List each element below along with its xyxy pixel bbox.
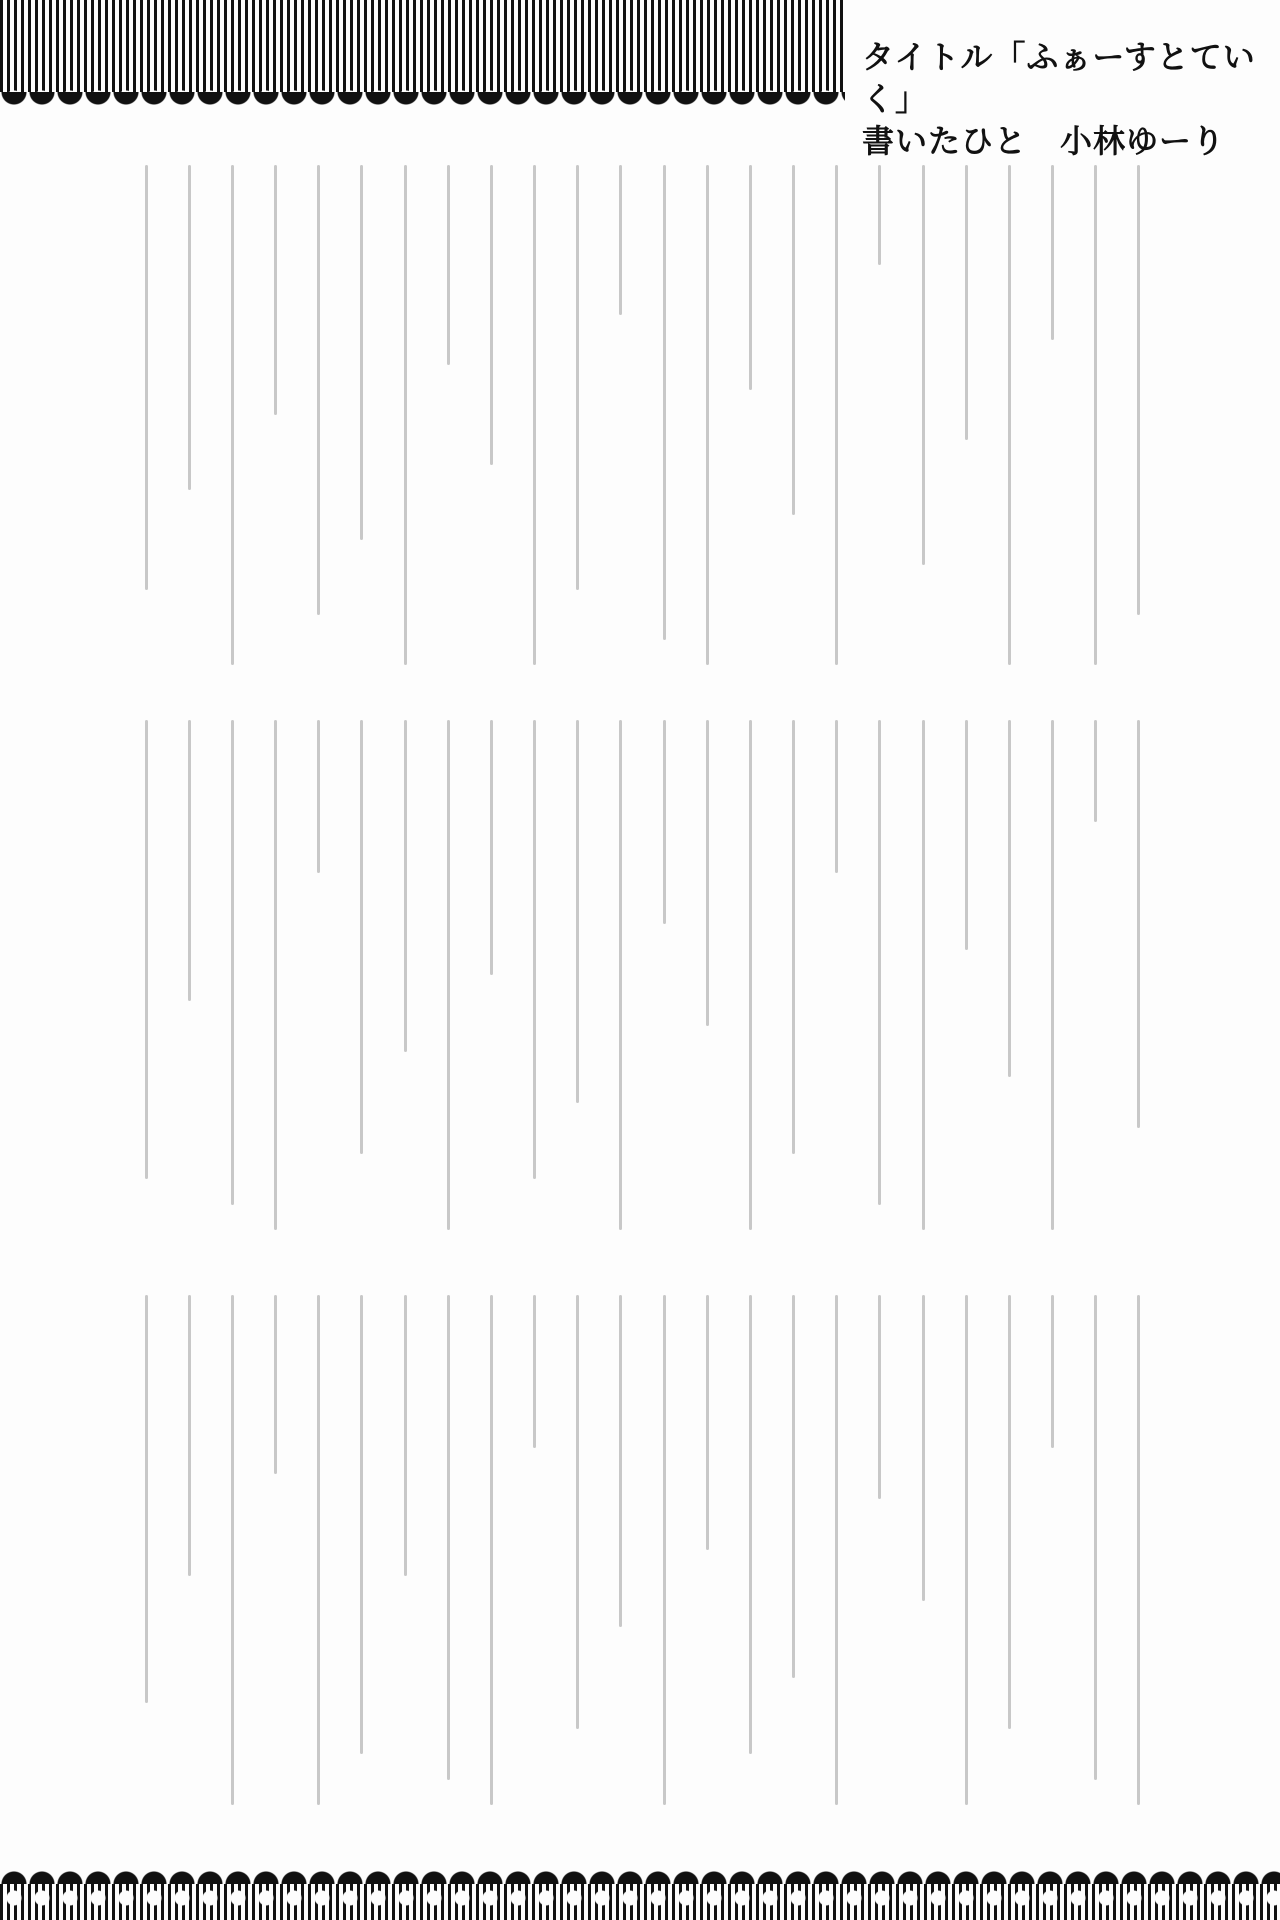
text-column-placeholder: [1042, 165, 1064, 665]
text-column-placeholder: [394, 720, 416, 1230]
text-column-placeholder: [912, 165, 934, 665]
text-column-placeholder: [998, 720, 1020, 1230]
text-column-placeholder: [998, 1295, 1020, 1805]
text-column-placeholder: [178, 1295, 200, 1805]
text-column-placeholder: [1085, 720, 1107, 1230]
text-column-placeholder: [524, 720, 546, 1230]
text-column-placeholder: [739, 1295, 761, 1805]
text-column-placeholder: [998, 165, 1020, 665]
text-tier-top: [135, 165, 1150, 665]
text-column-placeholder: [178, 720, 200, 1230]
text-column-placeholder: [739, 720, 761, 1230]
text-column-placeholder: [869, 1295, 891, 1805]
text-column-placeholder: [1085, 165, 1107, 665]
text-column-placeholder: [783, 1295, 805, 1805]
text-column-placeholder: [1042, 1295, 1064, 1805]
text-column-placeholder: [265, 1295, 287, 1805]
text-column-placeholder: [308, 1295, 330, 1805]
text-column-placeholder: [955, 165, 977, 665]
text-column-placeholder: [437, 1295, 459, 1805]
text-column-placeholder: [1128, 720, 1150, 1230]
text-column-placeholder: [178, 165, 200, 665]
text-column-placeholder: [351, 1295, 373, 1805]
text-column-placeholder: [351, 165, 373, 665]
text-column-placeholder: [826, 720, 848, 1230]
story-author: 書いたひと 小林ゆーり: [862, 122, 1226, 160]
text-column-placeholder: [1085, 1295, 1107, 1805]
text-column-placeholder: [869, 165, 891, 665]
text-column-placeholder: [653, 720, 675, 1230]
text-column-placeholder: [610, 165, 632, 665]
text-column-placeholder: [135, 165, 157, 665]
text-column-placeholder: [696, 1295, 718, 1805]
page-header: [862, 36, 1262, 162]
text-column-placeholder: [265, 720, 287, 1230]
text-column-placeholder: [955, 720, 977, 1230]
text-column-placeholder: [610, 720, 632, 1230]
text-column-placeholder: [135, 720, 157, 1230]
text-column-placeholder: [524, 1295, 546, 1805]
text-column-placeholder: [221, 1295, 243, 1805]
text-column-placeholder: [394, 165, 416, 665]
text-column-placeholder: [912, 720, 934, 1230]
text-column-placeholder: [783, 720, 805, 1230]
text-column-placeholder: [308, 165, 330, 665]
text-column-placeholder: [221, 720, 243, 1230]
text-tier-bottom: [135, 1295, 1150, 1805]
text-column-placeholder: [739, 165, 761, 665]
text-column-placeholder: [610, 1295, 632, 1805]
text-column-placeholder: [696, 720, 718, 1230]
text-column-placeholder: [135, 1295, 157, 1805]
text-column-placeholder: [437, 720, 459, 1230]
text-column-placeholder: [1128, 1295, 1150, 1805]
text-column-placeholder: [653, 165, 675, 665]
text-column-placeholder: [265, 165, 287, 665]
text-column-placeholder: [394, 1295, 416, 1805]
text-column-placeholder: [221, 165, 243, 665]
text-column-placeholder: [351, 720, 373, 1230]
text-column-placeholder: [869, 720, 891, 1230]
text-column-placeholder: [783, 165, 805, 665]
text-column-placeholder: [480, 165, 502, 665]
text-tier-middle: [135, 720, 1150, 1230]
text-column-placeholder: [567, 720, 589, 1230]
text-column-placeholder: [524, 165, 546, 665]
text-column-placeholder: [826, 1295, 848, 1805]
text-column-placeholder: [567, 1295, 589, 1805]
text-column-placeholder: [567, 165, 589, 665]
text-column-placeholder: [1128, 165, 1150, 665]
text-column-placeholder: [480, 720, 502, 1230]
text-column-placeholder: [696, 165, 718, 665]
lace-border-bottom: [0, 1870, 1280, 1920]
text-column-placeholder: [480, 1295, 502, 1805]
text-column-placeholder: [437, 165, 459, 665]
text-column-placeholder: [912, 1295, 934, 1805]
text-column-placeholder: [1042, 720, 1064, 1230]
lace-border-top: [0, 0, 845, 118]
text-column-placeholder: [653, 1295, 675, 1805]
text-column-placeholder: [826, 165, 848, 665]
text-column-placeholder: [308, 720, 330, 1230]
text-column-placeholder: [955, 1295, 977, 1805]
story-title: タイトル「ふぁーすとていく」: [862, 38, 1256, 118]
